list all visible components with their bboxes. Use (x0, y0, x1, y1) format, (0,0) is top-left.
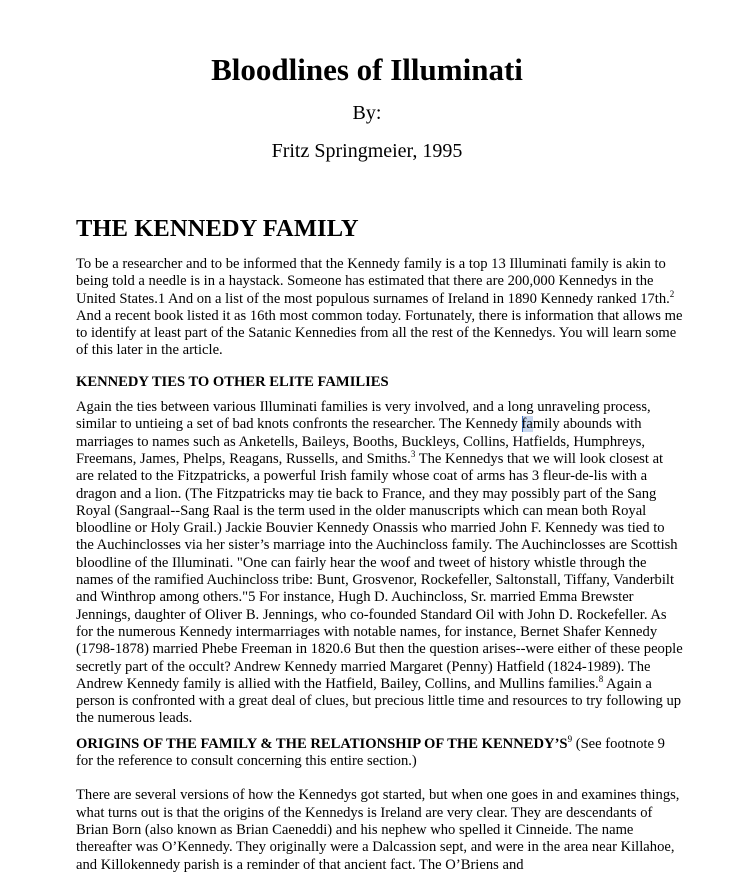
intro-paragraph (76, 256, 684, 360)
origins-heading-line (76, 733, 684, 771)
origins-note: (See footnote 9 for the reference to consult concerning this entire section.) (76, 735, 665, 770)
elite-families-paragraph (76, 399, 684, 728)
ties-text-c: The Kennedys that we will look closest at are related to the Fitzpatricks, a powerful Irish family whose coat of arms has 3 fleur-de-lis with a dragon and a lion. (The Fitzpatricks may tie back to France, and they may possibly part of the Sang Royal (Sangraal--Sang Raal is the term used in the older manuscripts which can mean both Royal bloodline or Holy Grail.) Jackie Bouvier Kennedy Onassis who married John F. Kennedy was tied to the Auchinclosses via her sister’s marriage into the Auchincloss family. The Auchinclosses are Scottish bloodline of the Illuminati. "One can fairly hear the woof and tweet of history whistle through the names of the ramified Auchincloss tribe: Bunt, Grosvenor, Rockefeller, Saltonstall, Tiffany, Vanderbilt and Winthrop among others."5 For instance, Hugh D. Auchincloss, Sr. married Emma Brewster Jennings, daughter of Oliver B. Jennings, who co-founded Standard Oil with John D. Rockefeller. As for the numerous Kennedy intermarriages with notable names, for instance, Bernet Shafer Kennedy (1798-1878) married Phebe Freeman in 1820.6 But then the question arises--were either of these people secretly part of the occult? Andrew Kennedy married Margaret (Penny) Hatfield (1824-1989). The Andrew Kennedy family is allied with the Hatfield, Bailey, Collins, and Mullins families. (76, 450, 683, 692)
section-title: THE KENNEDY FAMILY (76, 215, 359, 242)
ties-text-a: Again the ties between various Illuminati families is very involved, and a long unraveling process, similar to untieing a set of bad knots confronts the researcher. The Kennedy (76, 399, 651, 433)
footnote-ref-2[interactable]: 2 (669, 288, 675, 299)
document-body (76, 214, 684, 874)
ties-text-d: Again a person is confronted with a great deal of clues, but precious little time and resources to try following up the numerous leads. (76, 675, 682, 727)
footnote-ref-8[interactable]: 8 (598, 673, 604, 684)
origins-paragraph: There are several versions of how the Kennedys got started, but when one goes in and examines things, what turns out is that the origins of the Kennedys is Ireland are very clear. They are descendants of Brian Born (also known as Brian Caeneddi) and his nephew who spelled it Cinneide. The name thereafter was O’Kennedy. They originally were a Dalcassion sept, and were in the area near Killahoe, and Killokennedy parish is a reminder of that ancient fact. The O’Briens and (76, 787, 680, 873)
intro-text-b: And a recent book listed it as 16th most common today. Fortunately, there is information that allows me to identify at least part of the Satanic Kennedies from all the rest of the Kennedys. You will learn some of this later in the article. (76, 307, 683, 359)
subheading-origins: ORIGINS OF THE FAMILY & THE RELATIONSHIP OF THE KENNEDY’S (76, 735, 568, 752)
footnote-ref-9[interactable]: 9 (567, 733, 573, 744)
footnote-ref-3[interactable]: 3 (410, 448, 416, 459)
byline-label: By: (352, 102, 382, 124)
text-selection[interactable]: fa (521, 416, 533, 433)
author-line: Fritz Springmeier, 1995 (271, 140, 463, 162)
subheading-elite-families: KENNEDY TIES TO OTHER ELITE FAMILIES (76, 373, 389, 390)
ties-text-b: mily abounds with marriages to names such as Anketells, Baileys, Booths, Buckleys, Collins, Hatfields, Humphreys, Freemans, James, Phelps, Reagans, Russells, and Smiths. (76, 416, 646, 467)
document-title: Bloodlines of Illuminati (211, 52, 523, 87)
intro-text-a: To be a researcher and to be informed that the Kennedy family is a top 13 Illuminati family is akin to being told a needle is in a haystack. Someone has estimated that there are 200,000 Kennedys in the United States.1 And on a list of the most populous surnames of Ireland in 1890 Kennedy ranked 17th. (76, 256, 670, 307)
